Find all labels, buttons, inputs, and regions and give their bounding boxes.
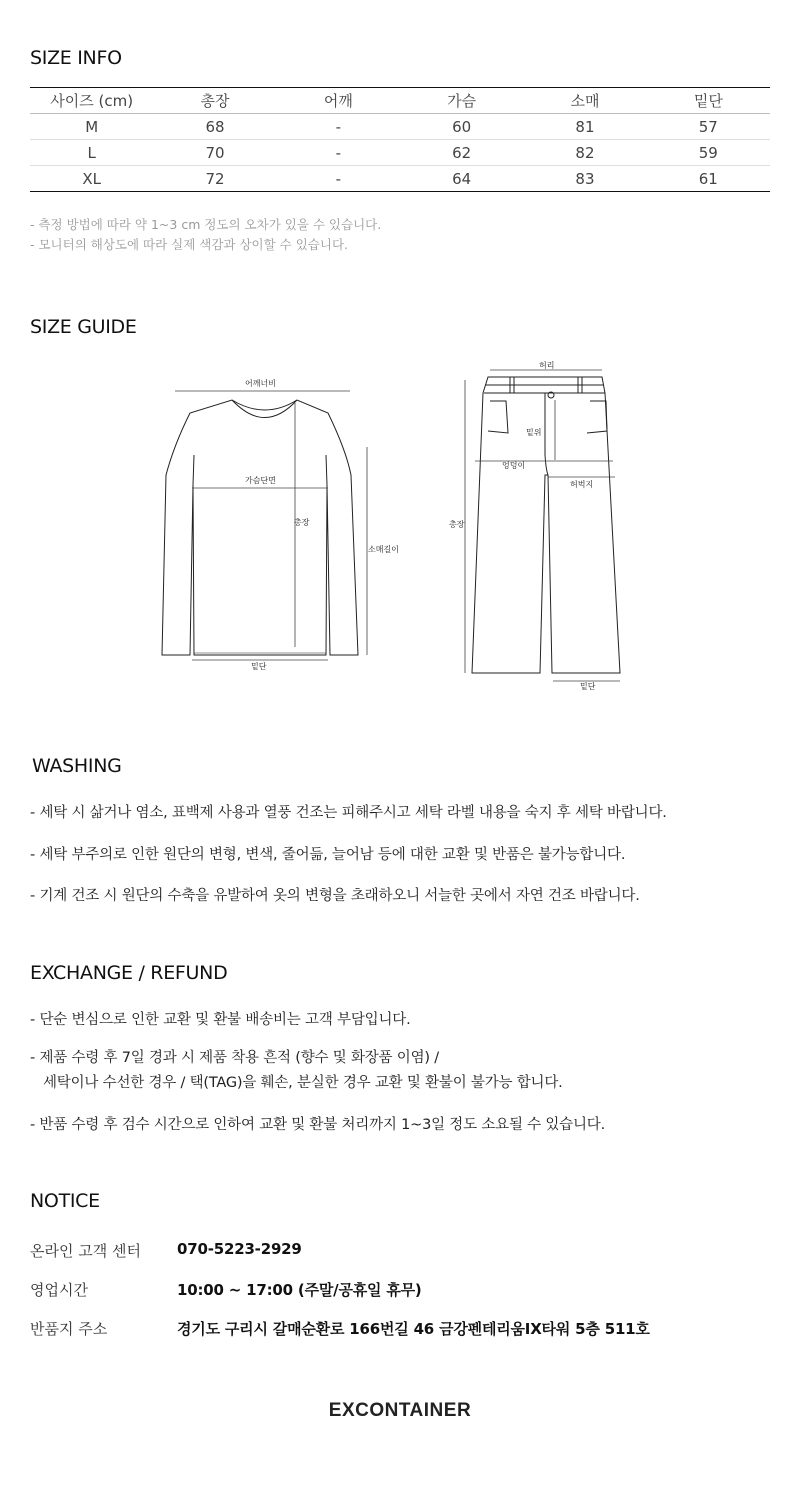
size-table-header: [30, 88, 770, 114]
notice-title: NOTICE: [30, 1190, 100, 1212]
label-length: 총장: [294, 518, 310, 527]
exchange-title: EXCHANGE / REFUND: [30, 962, 228, 984]
size-info-title: SIZE INFO: [30, 47, 122, 69]
size-guide-diagram: [150, 355, 650, 695]
brand-logo: EXCONTAINER: [328, 1400, 472, 1421]
label-waist: 허리: [539, 361, 555, 370]
table-cell: -: [335, 143, 342, 162]
table-cell: 57: [698, 117, 718, 136]
size-guide-title: SIZE GUIDE: [30, 316, 137, 338]
size-note: - 모니터의 해상도에 따라 실제 색감과 상이할 수 있습니다.: [30, 237, 348, 252]
header-hem: 밑단: [693, 92, 723, 110]
label-hip: 엉덩이: [502, 461, 526, 470]
notice-value: 10:00 ~ 17:00 (주말/공휴일 휴무): [177, 1281, 422, 1299]
table-cell: 83: [575, 169, 595, 188]
table-cell: 68: [205, 117, 225, 136]
table-cell: 72: [205, 169, 225, 188]
header-shoulder: 어깨: [323, 92, 353, 110]
exchange-line: - 반품 수령 후 검수 시간으로 인하여 교환 및 환불 처리까지 1~3일 정도 소요될 수 있습니다.: [30, 1117, 606, 1133]
header-size: 사이즈 (cm): [50, 92, 134, 110]
table-cell: -: [335, 169, 342, 188]
washing-line: - 세탁 부주의로 인한 원단의 변형, 변색, 줄어듦, 늘어남 등에 대한 교환 및 반품은 불가능합니다.: [30, 847, 626, 863]
notice-value: 경기도 구리시 갈매순환로 166번길 46 금강펜테리움IX타워 5층 511호: [177, 1320, 650, 1338]
table-cell: 62: [452, 143, 472, 162]
table-cell: 82: [575, 143, 595, 162]
size-table: [30, 87, 770, 192]
notice-value: 070-5223-2929: [177, 1240, 302, 1258]
label-sleeve: 소매길이: [368, 545, 399, 554]
washing-title: WASHING: [32, 755, 122, 777]
header-chest: 가슴: [447, 92, 477, 110]
table-row: [30, 166, 770, 192]
table-cell: 60: [452, 117, 472, 136]
header-length: 총장: [200, 92, 230, 110]
table-cell: -: [335, 117, 342, 136]
table-cell: M: [85, 117, 99, 136]
exchange-line: 세탁이나 수선한 경우 / 택(TAG)을 훼손, 분실한 경우 교환 및 환불이 불가능 합니다.: [43, 1075, 563, 1091]
exchange-line: - 제품 수령 후 7일 경과 시 제품 착용 흔적 (향수 및 화장품 이염) /: [30, 1050, 439, 1066]
notice-label: 영업시간: [30, 1281, 88, 1299]
label-hem: 밑단: [251, 662, 267, 671]
label-chest: 가슴단면: [245, 476, 276, 485]
washing-line: - 기계 건조 시 원단의 수축을 유발하여 옷의 변형을 초래하오니 서늘한 곳에서 자연 건조 바랍니다.: [30, 888, 640, 904]
exchange-line: - 단순 변심으로 인한 교환 및 환불 배송비는 고객 부담입니다.: [30, 1012, 411, 1028]
table-cell: 64: [452, 169, 472, 188]
table-cell: L: [87, 143, 96, 162]
notice-label: 온라인 고객 센터: [30, 1242, 141, 1260]
table-cell: XL: [82, 169, 101, 188]
pants-outline: [472, 377, 620, 673]
washing-line: - 세탁 시 삶거나 염소, 표백제 사용과 열풍 건조는 피해주시고 세탁 라벨 내용을 숙지 후 세탁 바랍니다.: [30, 805, 667, 821]
tshirt-outline: [162, 400, 358, 655]
table-cell: 70: [205, 143, 225, 162]
label-pants-hem: 밑단: [580, 682, 596, 691]
table-cell: 61: [698, 169, 718, 188]
table-row: [30, 140, 770, 166]
label-thigh: 허벅지: [570, 480, 594, 489]
header-sleeve: 소매: [570, 92, 600, 110]
size-note: - 측정 방법에 따라 약 1~3 cm 정도의 오차가 있을 수 있습니다.: [30, 217, 382, 232]
label-rise: 밑위: [526, 428, 542, 437]
label-shoulder: 어깨너비: [245, 379, 276, 388]
table-cell: 81: [575, 117, 595, 136]
table-cell: 59: [698, 143, 718, 162]
label-pants-length: 총장: [449, 520, 465, 529]
table-row: [30, 114, 770, 140]
notice-label: 반품지 주소: [30, 1320, 108, 1338]
